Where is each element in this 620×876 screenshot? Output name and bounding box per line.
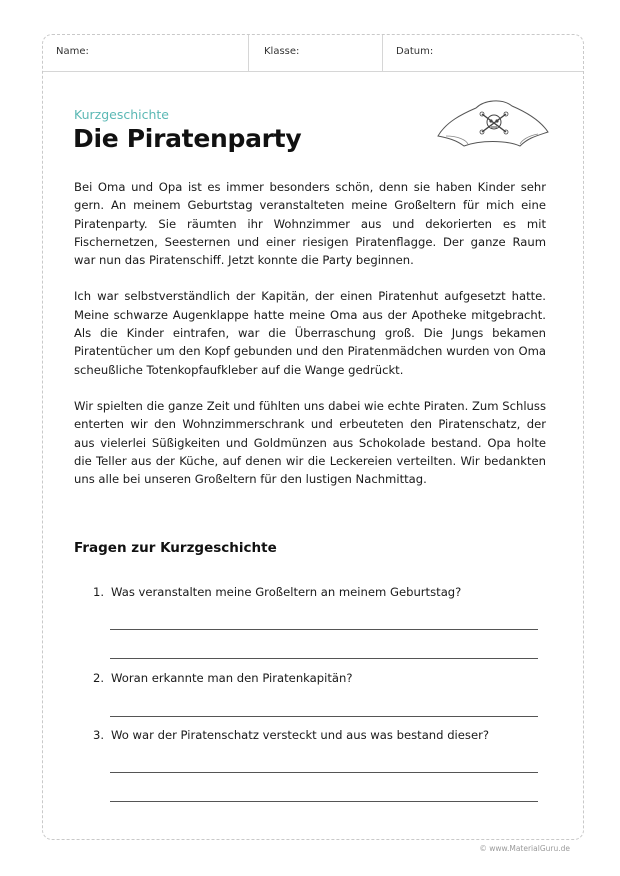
answer-line-1b[interactable]: [110, 658, 538, 659]
answer-line-2[interactable]: [110, 716, 538, 717]
name-label: Name:: [56, 46, 89, 57]
header-row: [43, 35, 583, 72]
page-title: Die Piratenparty: [73, 124, 302, 153]
datum-label: Datum:: [396, 46, 434, 57]
question-2: [93, 670, 353, 686]
question-number: 2.: [93, 671, 105, 685]
question-text: Wo war der Piratenschatz versteckt und aus was bestand dieser?: [111, 728, 489, 742]
answer-line-3b[interactable]: [110, 801, 538, 802]
story-paragraph-1: Bei Oma und Opa ist es immer besonders schön, denn sie haben Kinder sehr gern. An meinem Geburtstag veranstalteten meine Großeltern für mich eine Piratenparty. Sie räumten ihr Wohnzimmer aus und dekorierten es mit Fischernetzen, Seesternen und einer riesigen Piratenflagge. Der ganze Raum war nun das Piratenschiff. Jetzt konnte die Party beginnen.: [74, 180, 546, 268]
name-field[interactable]: [43, 35, 249, 71]
answer-line-1a[interactable]: [110, 629, 538, 630]
klasse-label: Klasse:: [264, 46, 300, 57]
story-paragraph-3: Wir spielten die ganze Zeit und fühlten uns dabei wie echte Piraten. Zum Schluss enterten wir den Wohnzimmerschrank und erbeuteten den Piratenschatz, der aus vielerlei Süßigkeiten und Goldmünzen aus Schokolade bestand. Opa holte die Teller aus der Küche, auf denen wir die Leckereien verteilten. Wir bedankten uns alle bei unseren Großeltern für den lustigen Nachmittag.: [74, 398, 546, 487]
answer-line-3a[interactable]: [110, 772, 538, 773]
question-1: [93, 584, 461, 600]
story-text: [74, 178, 546, 506]
question-3: [93, 727, 489, 743]
klasse-field[interactable]: [249, 35, 383, 71]
question-number: 1.: [93, 585, 105, 599]
question-text: Was veranstalten meine Großeltern an meinem Geburtstag?: [111, 585, 462, 599]
footer-copyright: © www.MaterialGuru.de: [479, 844, 570, 853]
kicker-label: Kurzgeschichte: [74, 107, 169, 122]
question-number: 3.: [93, 728, 105, 742]
datum-field[interactable]: [383, 35, 583, 71]
pirate-hat-icon: [432, 92, 554, 156]
question-text: Woran erkannte man den Piratenkapitän?: [111, 671, 353, 685]
questions-heading: Fragen zur Kurzgeschichte: [74, 540, 277, 556]
story-paragraph-2: Ich war selbstverständlich der Kapitän, der einen Piratenhut aufgesetzt hatte. Meine schwarze Augenklappe hatte meine Oma aus der Apotheke mitgebracht. Als die Kinder eintrafen, war die Überraschung groß. Die Jungs bekamen Piratentücher um den Kopf gebunden und den Piratenmädchen wurden von Oma scheußliche Totenkopfaufkleber auf die Wange gedrückt.: [74, 289, 546, 377]
